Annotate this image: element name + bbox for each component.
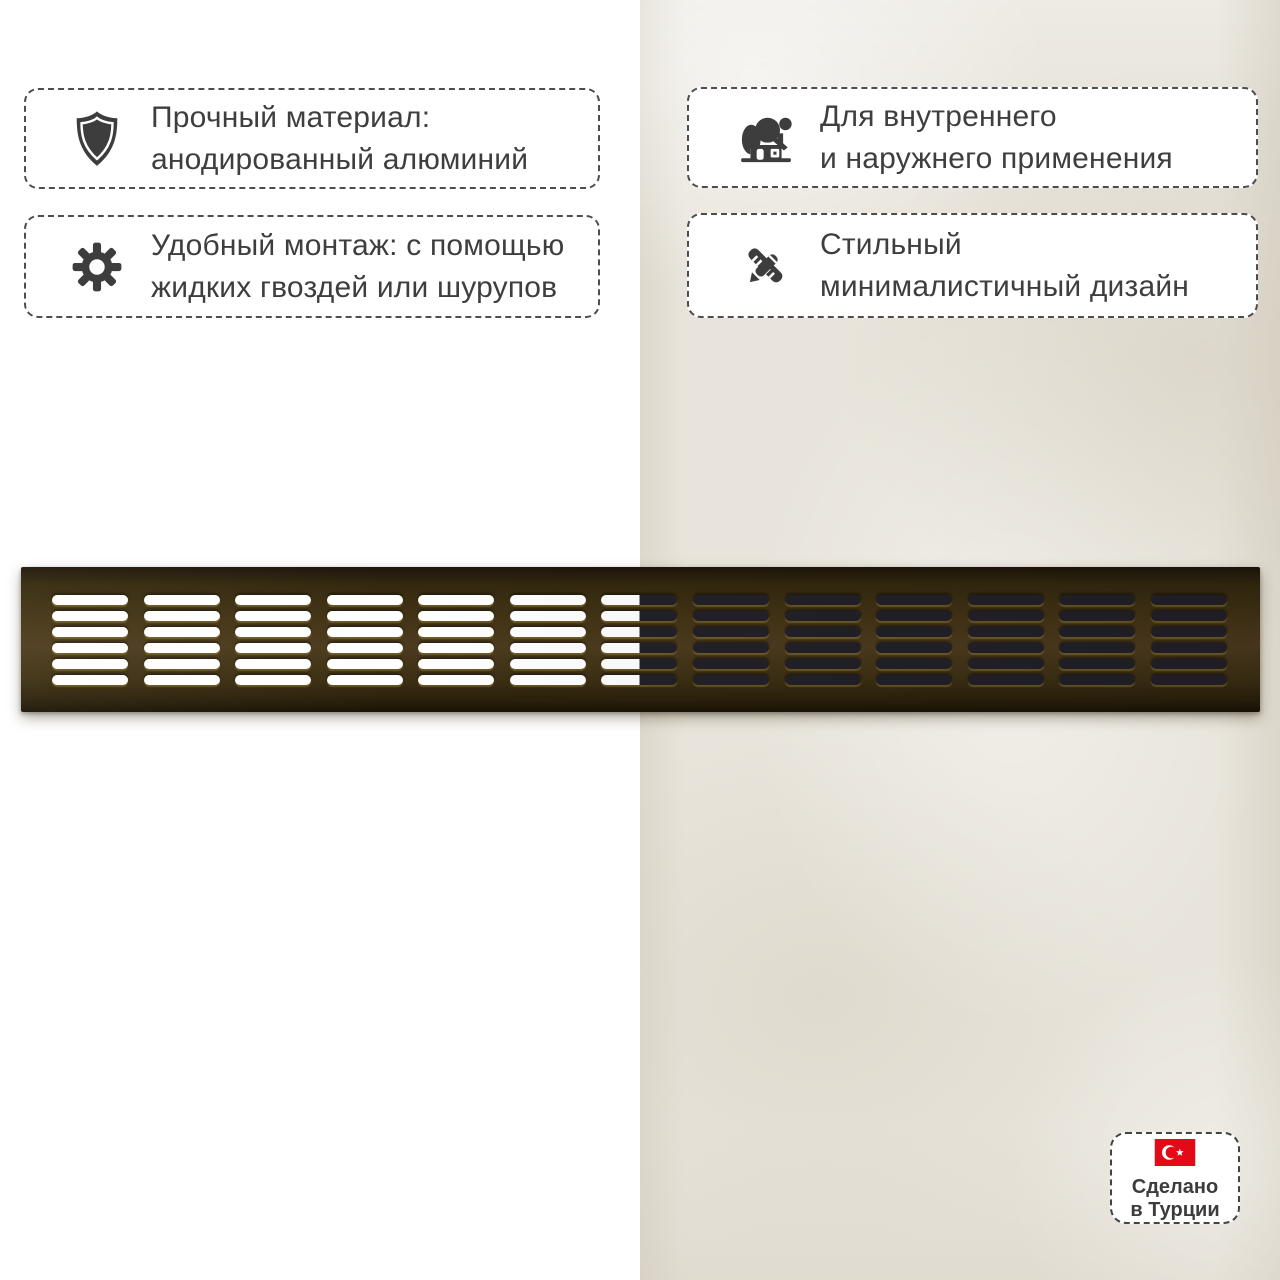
grille-slot — [418, 643, 494, 653]
grille-slot — [52, 643, 128, 653]
grille-slot — [144, 643, 220, 653]
made-in-label-line: Сделано — [1131, 1175, 1219, 1198]
grille-slot — [327, 659, 403, 669]
feature-indoor-outdoor — [687, 87, 1258, 188]
grille-slot — [52, 611, 128, 621]
grille-slot — [144, 675, 220, 685]
grille-slot — [1151, 659, 1227, 669]
grille-slot-group — [510, 595, 586, 685]
feature-text-line: минималистичный дизайн — [820, 269, 1190, 303]
feature-easy-mounting — [24, 215, 600, 318]
grille-slot — [327, 675, 403, 685]
grille-slot — [785, 595, 861, 605]
grille-slot — [785, 611, 861, 621]
grille-slot — [876, 611, 952, 621]
grille-slot — [1059, 659, 1135, 669]
grille-slot-group — [1151, 595, 1227, 685]
grille-slot — [876, 643, 952, 653]
made-in-label-line: в Турции — [1130, 1198, 1220, 1221]
grille-slot — [235, 675, 311, 685]
grille-slot — [510, 643, 586, 653]
grille-slot — [693, 611, 769, 621]
ventilation-grille-product-photo — [21, 567, 1260, 712]
feature-minimalist-design — [687, 213, 1258, 318]
grille-slot — [510, 595, 586, 605]
grille-slot-group — [876, 595, 952, 685]
grille-slot — [785, 675, 861, 685]
grille-slot — [52, 627, 128, 637]
grille-slot — [968, 627, 1044, 637]
grille-slot — [876, 627, 952, 637]
gear-icon — [68, 239, 126, 295]
house-and-trees-icon — [737, 110, 795, 166]
grille-slot — [418, 675, 494, 685]
grille-slot — [876, 675, 952, 685]
grille-slot — [693, 675, 769, 685]
grille-slot-group — [235, 595, 311, 685]
grille-slot — [418, 627, 494, 637]
grille-slot — [1151, 611, 1227, 621]
feature-durable-material — [24, 88, 600, 189]
grille-slot — [144, 595, 220, 605]
grille-slot — [510, 627, 586, 637]
feature-text-line: Удобный монтаж: с помощью — [151, 228, 565, 262]
grille-slot — [52, 595, 128, 605]
grille-slot — [510, 659, 586, 669]
grille-slot — [693, 627, 769, 637]
grille-slot — [418, 595, 494, 605]
grille-slot — [235, 611, 311, 621]
grille-slot — [235, 627, 311, 637]
grille-slot — [235, 595, 311, 605]
made-in-turkey-badge — [1110, 1132, 1240, 1224]
grille-slot — [601, 627, 677, 637]
grille-slot — [418, 611, 494, 621]
grille-slot — [876, 659, 952, 669]
grille-slot — [968, 643, 1044, 653]
grille-slot — [327, 611, 403, 621]
grille-slot-group — [144, 595, 220, 685]
grille-slot — [601, 643, 677, 653]
grille-slot — [327, 627, 403, 637]
grille-slot — [144, 627, 220, 637]
grille-slot — [968, 611, 1044, 621]
grille-slot-group — [418, 595, 494, 685]
grille-slot — [1059, 595, 1135, 605]
feature-text-line: жидких гвоздей или шурупов — [151, 270, 558, 304]
grille-slot — [1059, 611, 1135, 621]
grille-slot — [1151, 675, 1227, 685]
grille-slot — [144, 611, 220, 621]
grille-slot — [968, 659, 1044, 669]
grille-slot — [693, 595, 769, 605]
grille-slot-group — [52, 595, 128, 685]
grille-slot-group — [693, 595, 769, 685]
grille-slot — [1151, 643, 1227, 653]
grille-slot — [144, 659, 220, 669]
grille-slot — [1151, 595, 1227, 605]
grille-slot — [968, 675, 1044, 685]
grille-slot — [785, 627, 861, 637]
feature-text-line: Для внутреннего — [820, 99, 1057, 133]
grille-slot — [235, 659, 311, 669]
grille-slot-group — [327, 595, 403, 685]
grille-slot — [52, 675, 128, 685]
feature-text-line: Прочный материал: — [151, 100, 431, 134]
grille-slot — [510, 611, 586, 621]
pencil-and-ruler-icon — [737, 239, 795, 293]
grille-slot — [327, 643, 403, 653]
grille-slot — [876, 595, 952, 605]
turkey-flag-icon — [1154, 1139, 1196, 1171]
feature-text-line: и наружнего применения — [820, 141, 1173, 175]
grille-slot — [1059, 675, 1135, 685]
grille-slot-group — [601, 595, 677, 685]
grille-slot — [601, 595, 677, 605]
grille-slot — [1059, 627, 1135, 637]
shield-icon — [68, 108, 126, 170]
grille-slot — [693, 643, 769, 653]
grille-slot-group — [785, 595, 861, 685]
grille-slot — [785, 659, 861, 669]
grille-slot-group — [1059, 595, 1135, 685]
grille-slot — [693, 659, 769, 669]
grille-slot — [235, 643, 311, 653]
grille-slot — [1059, 643, 1135, 653]
grille-slot — [785, 643, 861, 653]
feature-text-line: анодированный алюминий — [151, 142, 529, 176]
grille-slot — [52, 659, 128, 669]
feature-text-line: Стильный — [820, 227, 962, 261]
grille-slot-group — [968, 595, 1044, 685]
grille-slot — [601, 675, 677, 685]
grille-slot — [968, 595, 1044, 605]
grille-slot — [601, 659, 677, 669]
grille-slot-area — [52, 595, 1227, 685]
grille-slot — [327, 595, 403, 605]
grille-slot — [510, 675, 586, 685]
grille-slot — [1151, 627, 1227, 637]
grille-slot — [601, 611, 677, 621]
grille-slot — [418, 659, 494, 669]
